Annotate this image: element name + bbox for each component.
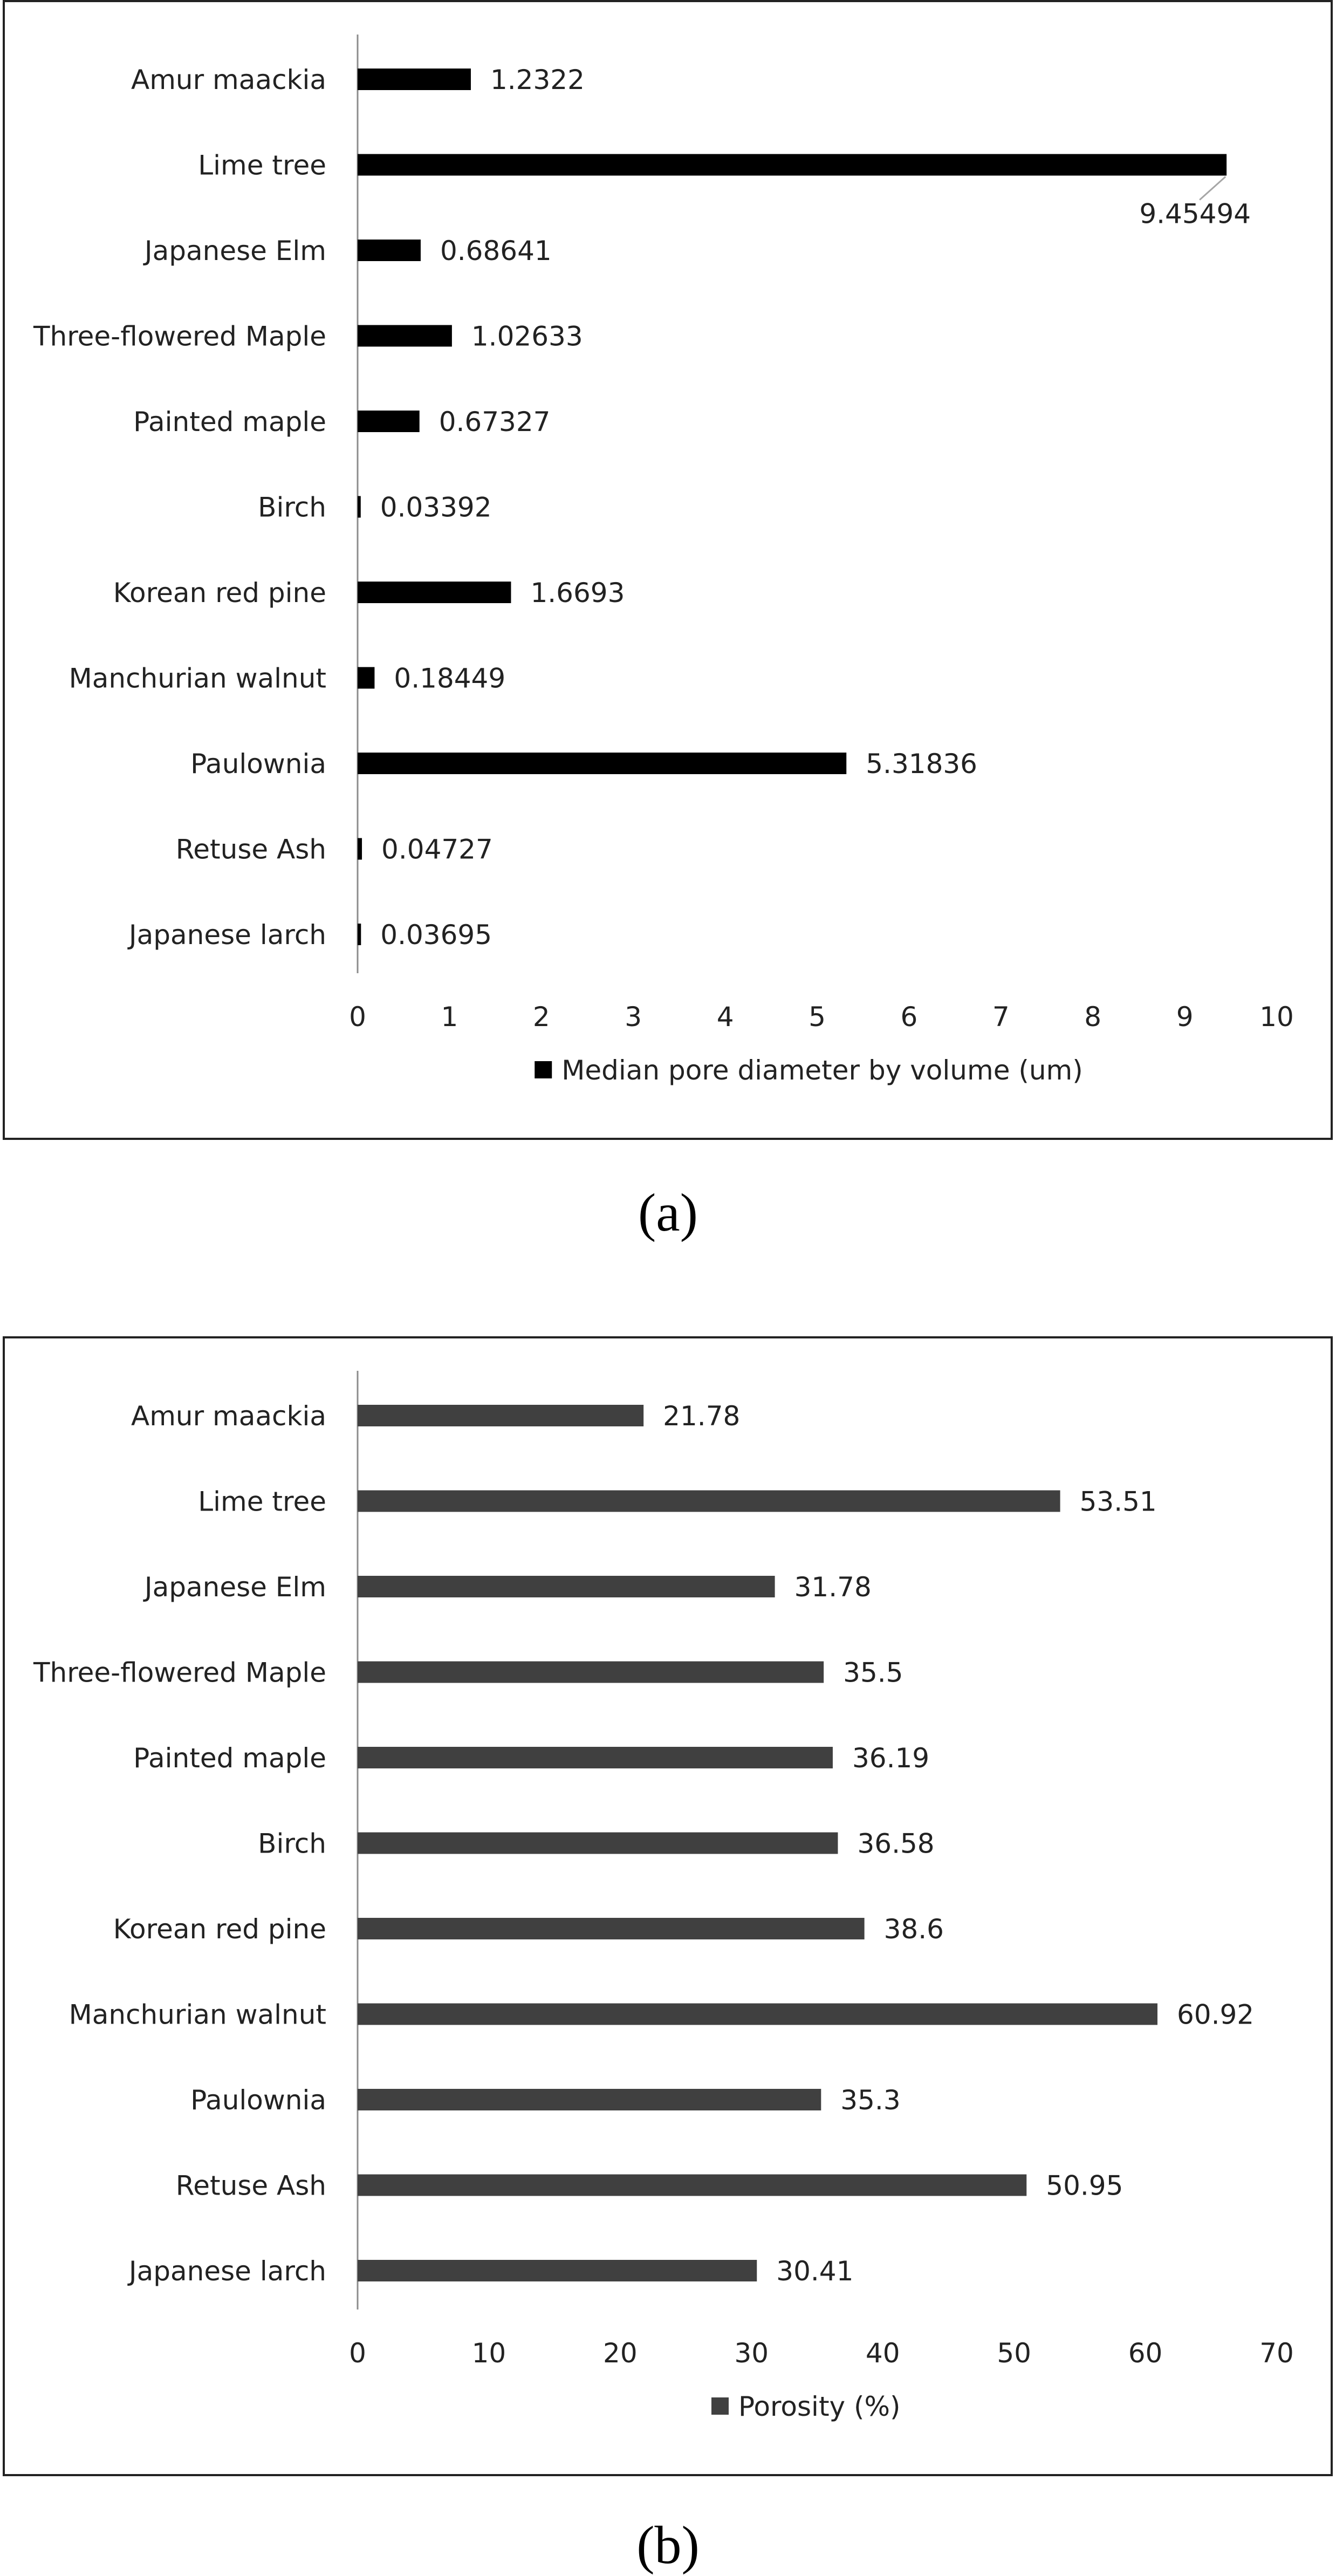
x-tick-label-b: 10 <box>471 2338 506 2369</box>
data-label-a: 0.18449 <box>394 662 506 694</box>
bar-a <box>358 69 471 90</box>
leader-line-a <box>1200 177 1225 200</box>
data-label-a: 1.6693 <box>530 577 625 609</box>
category-label-b: Three-flowered Maple <box>33 1657 326 1689</box>
x-tick-label-b: 70 <box>1259 2338 1294 2369</box>
bar-b <box>358 1491 1060 1512</box>
category-label-b: Japanese Elm <box>144 1571 326 1603</box>
data-label-a: 0.68641 <box>440 235 552 267</box>
x-tick-label-a: 9 <box>1176 1001 1194 1033</box>
bar-b <box>358 2175 1026 2196</box>
data-label-a: 0.03695 <box>380 919 492 951</box>
data-label-b: 30.41 <box>776 2256 854 2287</box>
chart-svg-b <box>5 1338 1331 2474</box>
data-label-b: 38.6 <box>883 1914 944 1945</box>
bar-b <box>358 1747 833 1768</box>
data-label-b: 31.78 <box>794 1571 872 1603</box>
bar-a <box>358 667 374 689</box>
bar-a <box>358 325 452 347</box>
bar-b <box>358 2260 757 2281</box>
data-label-b: 50.95 <box>1046 2170 1123 2202</box>
category-label-b: Japanese larch <box>128 2256 326 2287</box>
x-tick-label-a: 10 <box>1259 1001 1294 1033</box>
data-label-b: 35.5 <box>843 1657 903 1689</box>
bar-a <box>358 240 421 261</box>
bar-b <box>358 2004 1157 2025</box>
data-label-b: 60.92 <box>1176 1999 1255 2031</box>
category-label-a: Manchurian walnut <box>68 662 326 694</box>
category-label-b: Retuse Ash <box>175 2170 326 2202</box>
chart-panel-a <box>3 0 1333 1140</box>
chart-caption-a: (a) <box>638 1183 698 1242</box>
category-label-a: Three-flowered Maple <box>33 320 326 352</box>
data-label-a: 0.03392 <box>380 491 492 523</box>
x-tick-label-a: 0 <box>349 1001 366 1033</box>
data-label-b: 35.3 <box>840 2085 901 2116</box>
category-label-a: Lime tree <box>198 149 326 181</box>
x-tick-label-a: 5 <box>809 1001 826 1033</box>
category-label-b: Birch <box>258 1828 326 1860</box>
data-label-a: 1.02633 <box>471 320 583 352</box>
bar-a <box>358 924 361 945</box>
x-tick-label-b: 40 <box>865 2338 900 2369</box>
bar-b <box>358 1662 824 1683</box>
data-label-a: 9.45494 <box>1139 198 1251 230</box>
bar-b <box>358 1576 775 1597</box>
x-tick-label-a: 2 <box>532 1001 550 1033</box>
data-label-b: 53.51 <box>1079 1486 1157 1518</box>
x-tick-label-a: 3 <box>625 1001 642 1033</box>
x-tick-label-b: 0 <box>349 2338 366 2369</box>
bar-b <box>358 2089 821 2110</box>
data-label-a: 5.31836 <box>866 748 978 780</box>
bar-b <box>358 1833 838 1854</box>
x-tick-label-b: 60 <box>1128 2338 1163 2369</box>
x-tick-label-b: 50 <box>997 2338 1031 2369</box>
data-label-a: 0.04727 <box>381 833 493 865</box>
category-label-b: Painted maple <box>133 1743 326 1774</box>
bar-a <box>358 753 846 774</box>
bar-b <box>358 1405 643 1426</box>
data-label-a: 0.67327 <box>439 406 551 438</box>
category-label-a: Retuse Ash <box>175 833 326 865</box>
bar-a <box>358 154 1227 176</box>
x-tick-label-a: 1 <box>441 1001 458 1033</box>
data-label-b: 21.78 <box>663 1400 741 1432</box>
category-label-a: Korean red pine <box>113 577 326 609</box>
legend-label-b: Porosity (%) <box>738 2391 901 2422</box>
x-tick-label-b: 20 <box>603 2338 638 2369</box>
category-label-b: Amur maackia <box>131 1400 326 1432</box>
legend-label-a: Median pore diameter by volume (um) <box>561 1055 1083 1086</box>
category-label-b: Paulownia <box>190 2085 326 2116</box>
legend-swatch-a <box>535 1061 552 1078</box>
bar-a <box>358 411 420 432</box>
category-label-b: Manchurian walnut <box>68 1999 326 2031</box>
chart-svg-a <box>5 2 1331 1138</box>
data-label-a: 1.2322 <box>490 64 585 95</box>
bar-b <box>358 1918 865 1939</box>
data-label-b: 36.58 <box>857 1828 935 1860</box>
category-label-b: Korean red pine <box>113 1914 326 1945</box>
x-tick-label-a: 7 <box>992 1001 1010 1033</box>
x-tick-label-a: 8 <box>1084 1001 1102 1033</box>
category-label-a: Paulownia <box>190 748 326 780</box>
category-label-a: Birch <box>258 491 326 523</box>
chart-caption-b: (b) <box>636 2515 700 2575</box>
bar-a <box>358 496 361 518</box>
data-label-b: 36.19 <box>852 1743 930 1774</box>
chart-panel-b <box>3 1336 1333 2476</box>
category-label-a: Amur maackia <box>131 64 326 95</box>
category-label-a: Japanese Elm <box>144 235 326 267</box>
category-label-a: Painted maple <box>133 406 326 438</box>
category-label-a: Japanese larch <box>128 919 326 951</box>
x-tick-label-a: 6 <box>900 1001 918 1033</box>
x-tick-label-a: 4 <box>716 1001 734 1033</box>
bar-a <box>358 838 362 860</box>
legend-swatch-b <box>711 2397 729 2415</box>
category-label-b: Lime tree <box>198 1486 326 1518</box>
bar-a <box>358 582 511 603</box>
x-tick-label-b: 30 <box>734 2338 769 2369</box>
